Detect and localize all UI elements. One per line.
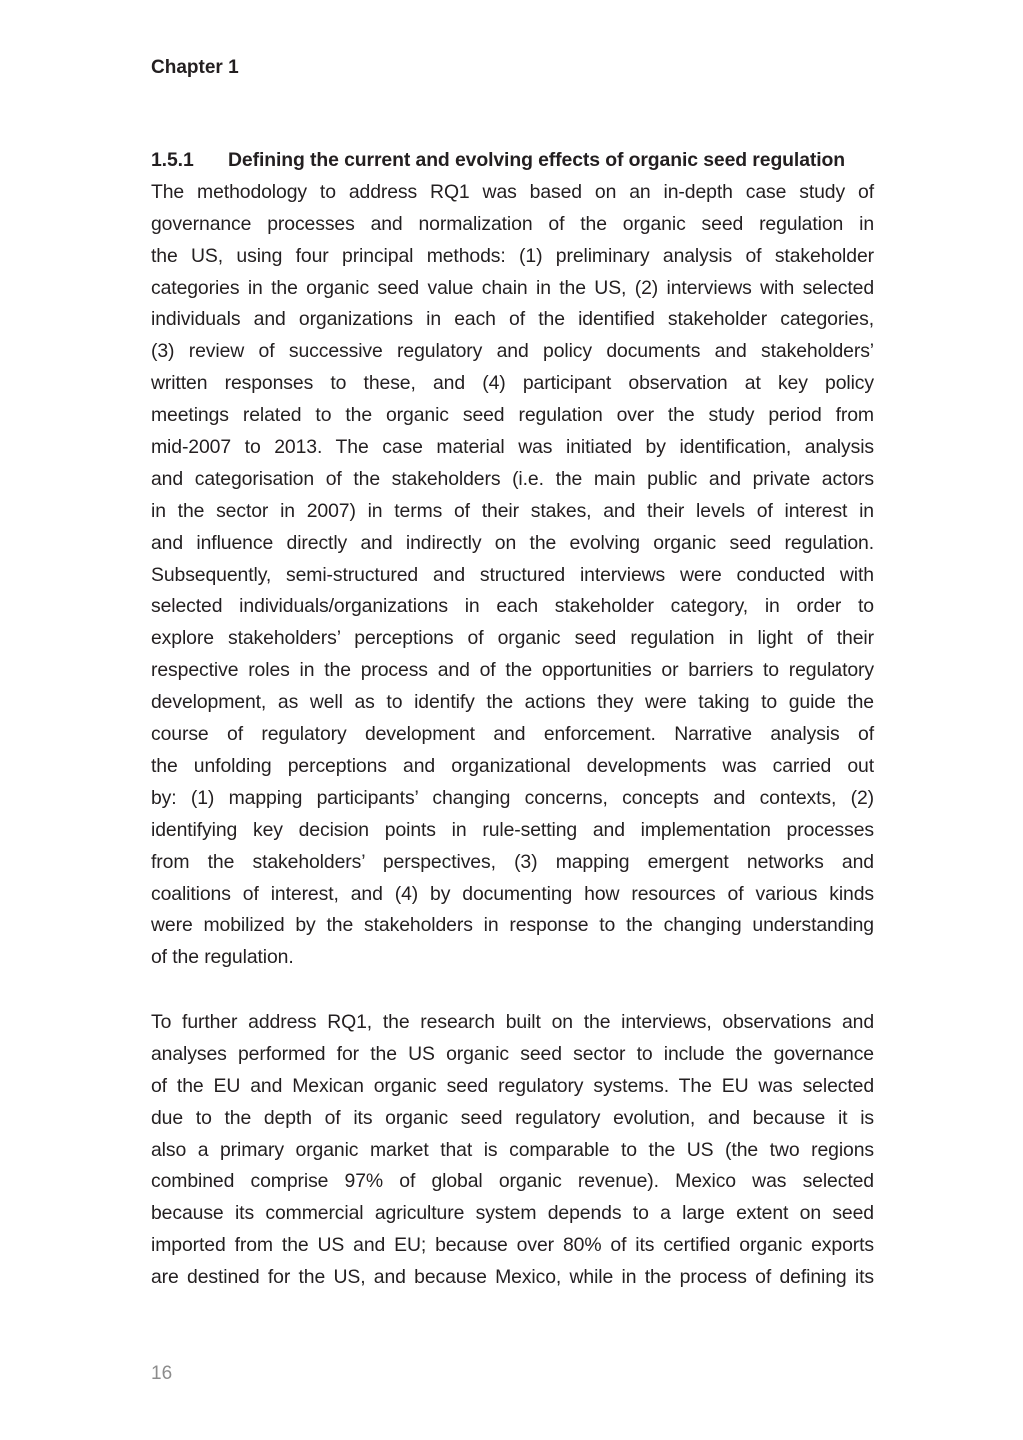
text-line: combined comprise 97% of global organic revenue). Mexico was selected (151, 1170, 874, 1193)
text-line: explore stakeholders’ perceptions of organic seed regulation in light of their (151, 627, 874, 650)
text-line: are destined for the US, and because Mexico, while in the process of defining its (151, 1266, 874, 1289)
text-line: were mobilized by the stakeholders in response to the changing understanding (151, 914, 874, 937)
text-line: because its commercial agriculture system depends to a large extent on seed (151, 1202, 874, 1225)
text-line: coalitions of interest, and (4) by documenting how resources of various kinds (151, 882, 874, 905)
text-line: individuals and organizations in each of the identified stakeholder categories, (151, 308, 874, 331)
running-head: Chapter 1 (151, 57, 239, 78)
text-line: due to the depth of its organic seed regulatory evolution, and because it is (151, 1106, 874, 1129)
text-line: of the EU and Mexican organic seed regulatory systems. The EU was selected (151, 1074, 874, 1097)
text-line: written responses to these, and (4) participant observation at key policy (151, 372, 874, 395)
paragraph-1 (151, 177, 874, 974)
paragraph-2 (151, 1007, 874, 1294)
text-line: and categorisation of the stakeholders (i.e. the main public and private actors (151, 467, 874, 490)
text-line: by: (1) mapping participants’ changing concerns, concepts and contexts, (2) (151, 786, 874, 809)
text-line: governance processes and normalization of the organic seed regulation in (151, 212, 874, 235)
page-number: 16 (151, 1363, 173, 1384)
text-line: the US, using four principal methods: (1) preliminary analysis of stakeholder (151, 244, 874, 267)
text-line: and influence directly and indirectly on the evolving organic seed regulation. (151, 531, 874, 554)
text-line: development, as well as to identify the actions they were taking to guide the (151, 691, 874, 714)
text-line: categories in the organic seed value chain in the US, (2) interviews with selected (151, 276, 874, 299)
text-line: The methodology to address RQ1 was based on an in-depth case study of (151, 180, 874, 203)
text-line: analyses performed for the US organic seed sector to include the governance (151, 1042, 874, 1065)
text-line: the unfolding perceptions and organizational developments was carried out (151, 754, 874, 777)
text-line: respective roles in the process and of the opportunities or barriers to regulatory (151, 659, 874, 682)
text-line: in the sector in 2007) in terms of their stakes, and their levels of interest in (151, 499, 874, 522)
section-1-5-1 (151, 145, 874, 974)
section-number: 1.5.1 (151, 149, 194, 171)
text-line: identifying key decision points in rule-setting and implementation processes (151, 818, 874, 841)
text-line: selected individuals/organizations in each stakeholder category, in order to (151, 595, 874, 618)
text-line: Subsequently, semi-structured and structured interviews were conducted with (151, 563, 874, 586)
text-line: also a primary organic market that is comparable to the US (the two regions (151, 1138, 874, 1161)
text-line: meetings related to the organic seed regulation over the study period from (151, 404, 874, 427)
text-line: course of regulatory development and enforcement. Narrative analysis of (151, 723, 874, 746)
text-line: To further address RQ1, the research built on the interviews, observations and (151, 1011, 874, 1033)
section-title: Defining the current and evolving effects of organic seed regulation (228, 149, 846, 171)
text-line: (3) review of successive regulatory and policy documents and stakeholders’ (151, 340, 874, 363)
text-line: imported from the US and EU; because over 80% of its certified organic exports (151, 1234, 874, 1257)
text-line: mid-2007 to 2013. The case material was initiated by identification, analysis (151, 436, 874, 459)
text-line: from the stakeholders’ perspectives, (3) mapping emergent networks and (151, 850, 874, 873)
section-heading (151, 145, 874, 177)
text-line: of the regulation. (151, 946, 294, 969)
